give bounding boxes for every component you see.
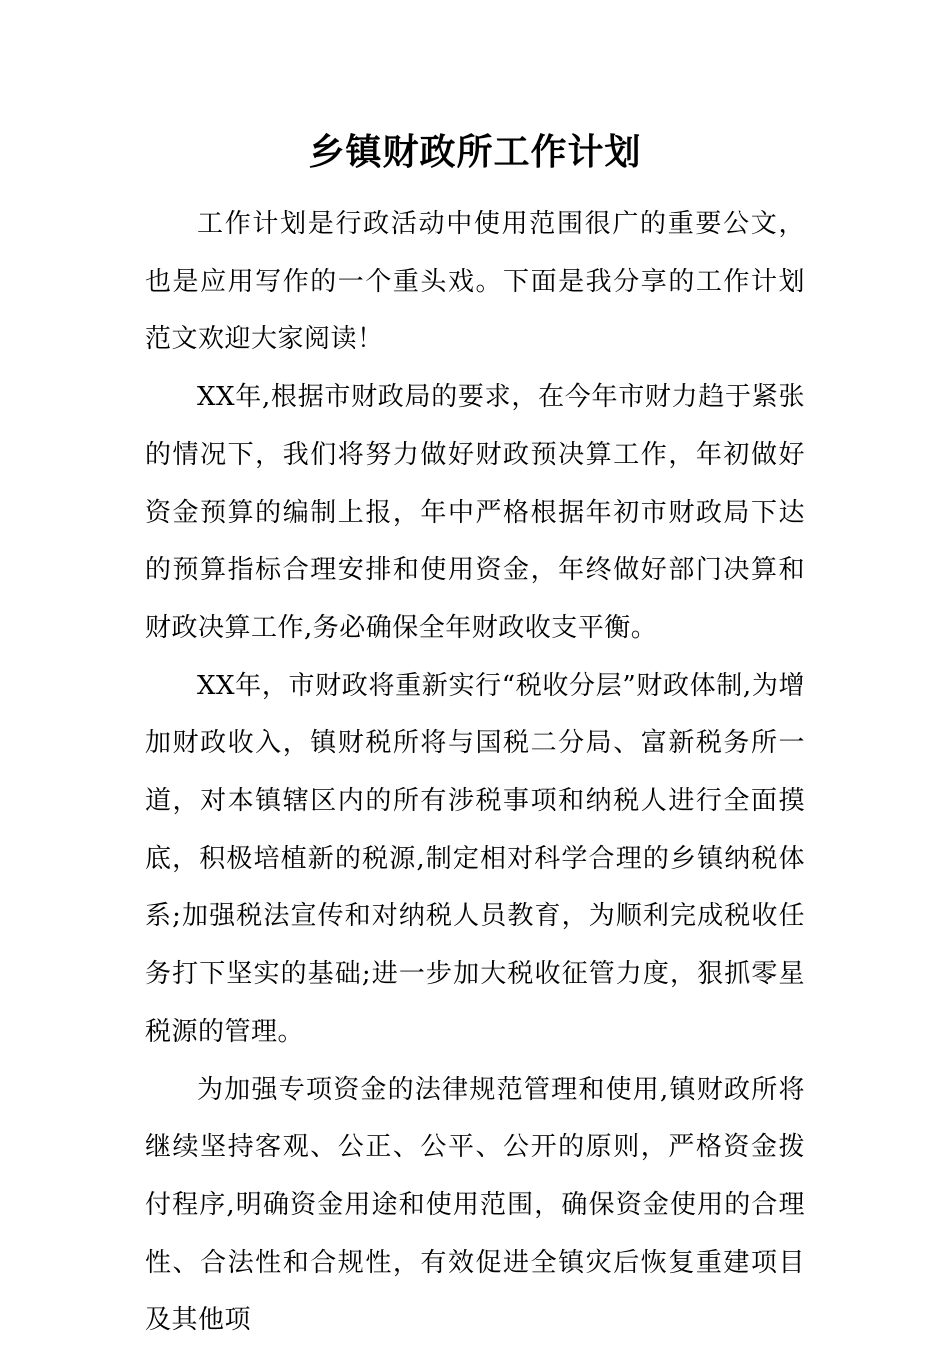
document-title: 乡镇财政所工作计划 — [308, 132, 642, 173]
document-body — [145, 196, 805, 1350]
paragraph-special-funds: 为加强专项资金的法律规范管理和使用,镇财政所将继续坚持客观、公正、公平、公开的原则，严格资金拨付程序,明确资金用途和使用范围，确保资金使用的合理性、合法性和合规性，有效促进全镇灾后恢复重建项目及其他项 — [145, 1074, 805, 1336]
paragraph-tax: XX年，市财政将重新实行“税收分层”财政体制,为增加财政收入，镇财税所将与国税二分局、富新税务所一道，对本镇辖区内的所有涉税事项和纳税人进行全面摸底，积极培植新的税源,制定相对科学合理的乡镇纳税体系;加强税法宣传和对纳税人员教育，为顺利完成税收任务打下坚实的基础;进一步加大税收征管力度，狠抓零星税源的管理。 — [145, 670, 805, 1047]
paragraph-intro: 工作计划是行政活动中使用范围很广的重要公文，也是应用写作的一个重头戏。下面是我分享的工作计划范文欢迎大家阅读！ — [145, 209, 805, 355]
paragraph-budget: XX年,根据市财政局的要求，在今年市财力趋于紧张的情况下，我们将努力做好财政预决算工作，年初做好资金预算的编制上报，年中严格根据年初市财政局下达的预算指标合理安排和使用资金，年终做好部门决算和财政决算工作,务必确保全年财政收支平衡。 — [145, 382, 805, 643]
